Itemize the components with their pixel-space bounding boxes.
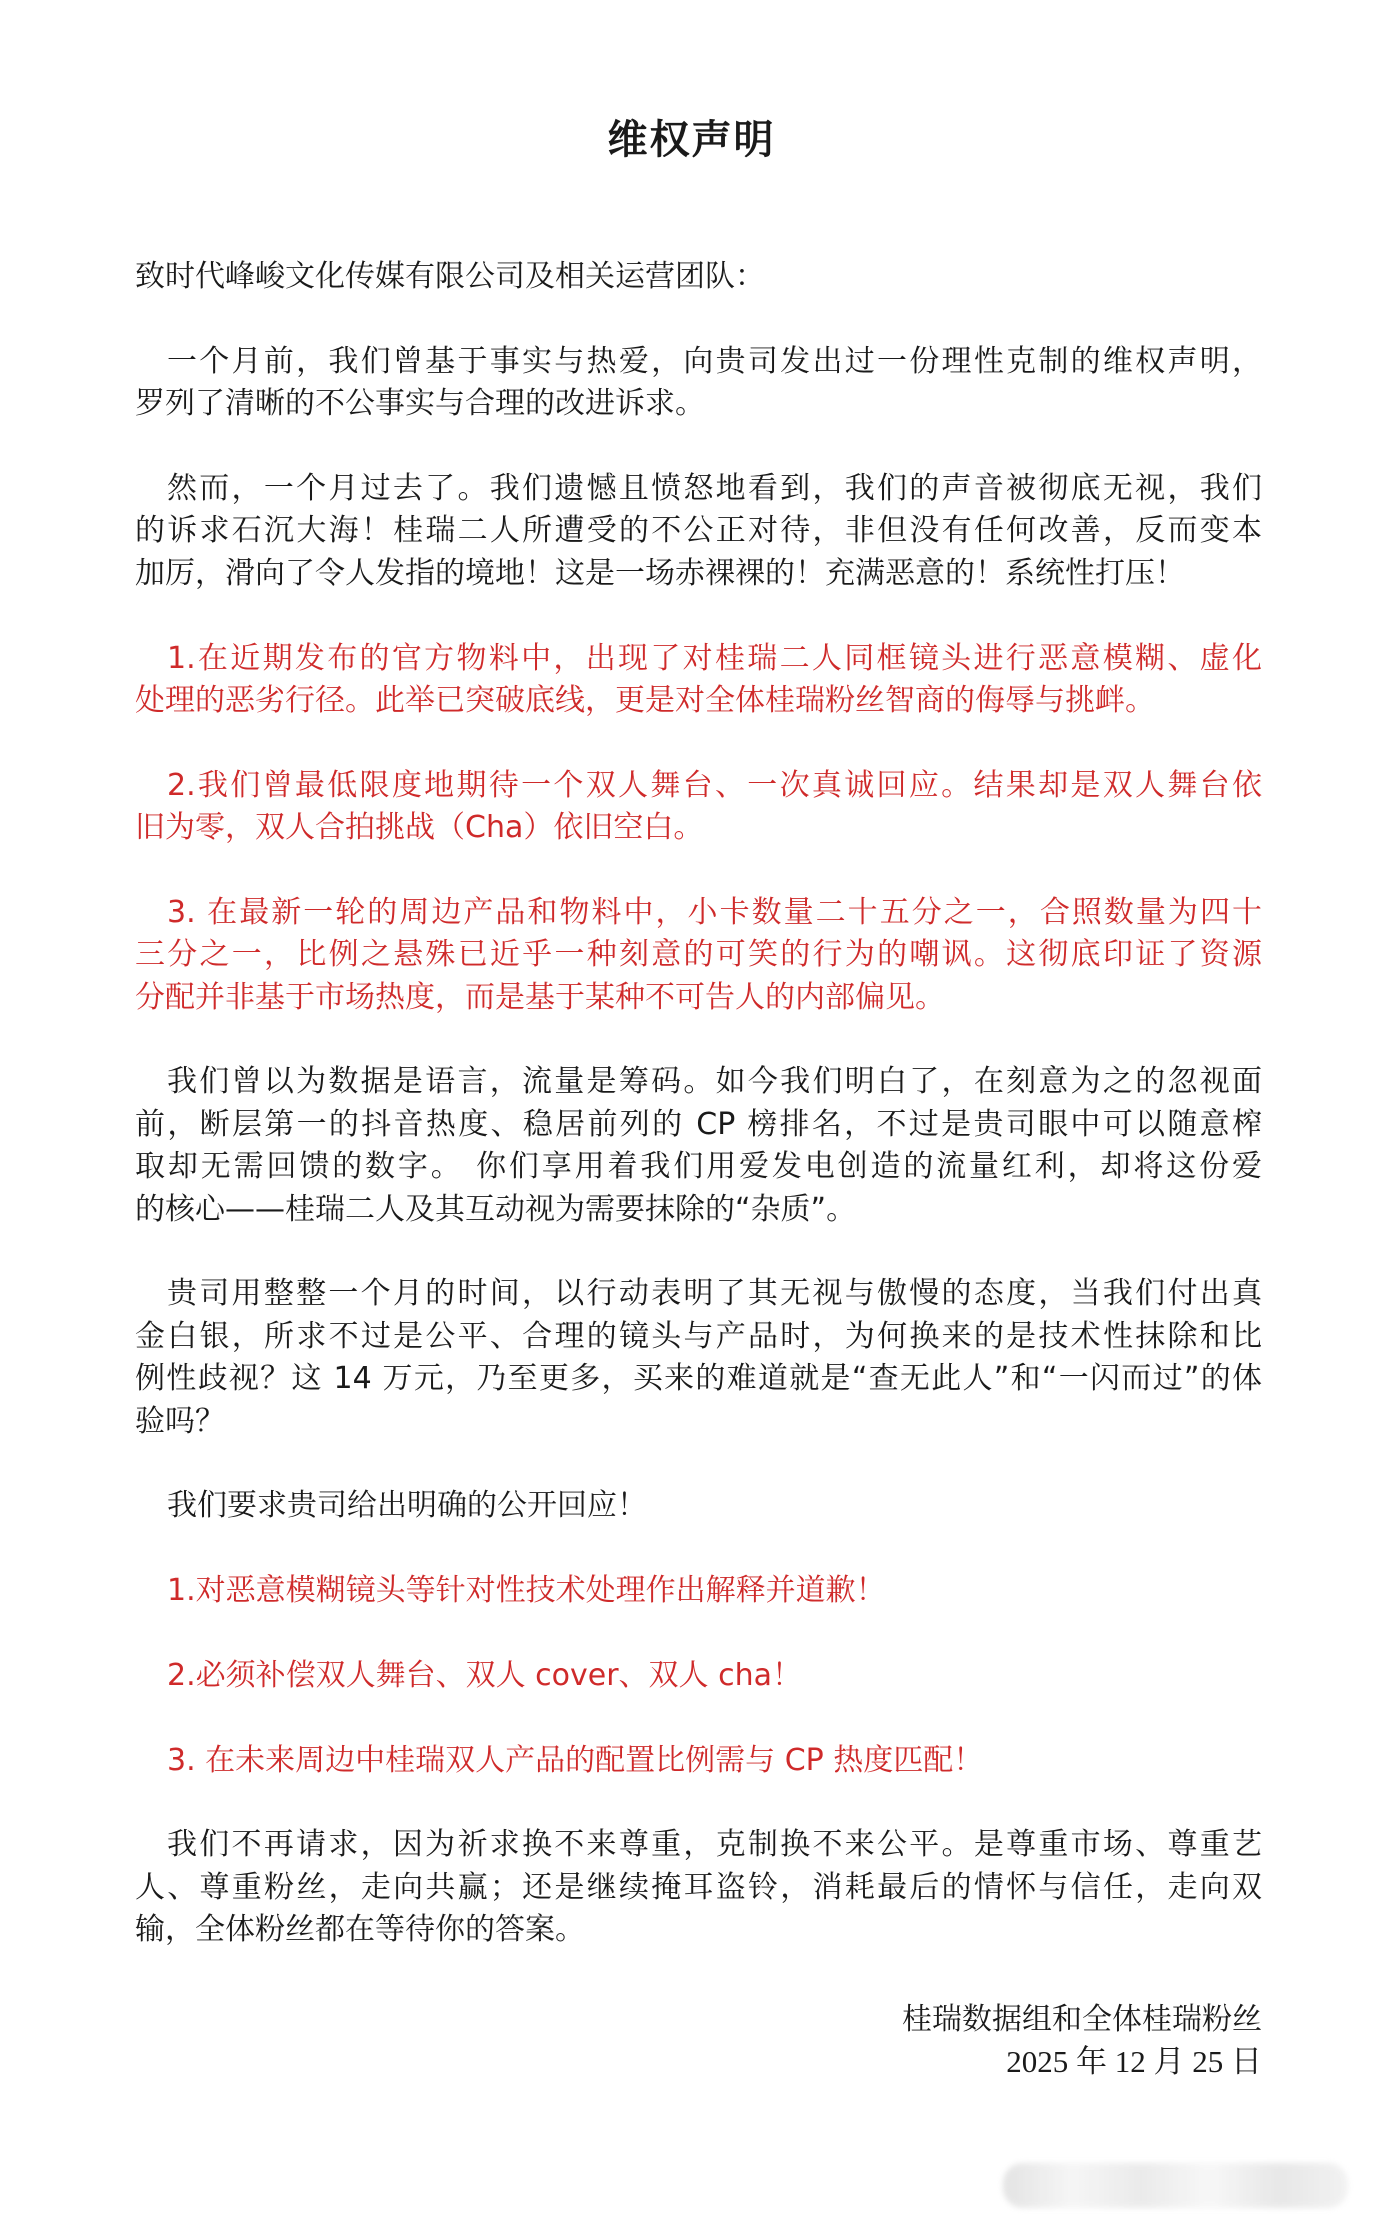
text-line: 加厉，滑向了令人发指的境地！这是一场赤裸裸的！充满恶意的！系统性打压！ — [135, 555, 1185, 591]
demand-item — [135, 765, 1262, 850]
text-line: 的核心——桂瑞二人及其互动视为需要抹除的“杂质”。 — [135, 1191, 857, 1227]
text-line: 输，全体粉丝都在等待你的答案。 — [135, 1912, 585, 1948]
text-line: 1.在近期发布的官方物料中，出现了对桂瑞二人同框镜头进行恶意模糊、虚化 — [167, 640, 1262, 676]
text-line: 3. 在最新一轮的周边产品和物料中，小卡数量二十五分之一，合照数量为四十 — [167, 894, 1262, 930]
text-line: 1.对恶意模糊镜头等针对性技术处理作出解释并道歉！ — [167, 1573, 886, 1609]
paragraph — [135, 1273, 1262, 1443]
text-line: 取却无需回馈的数字。 你们享用着我们用爱发电创造的流量红利，却将这份爱 — [135, 1149, 1262, 1185]
demand-item — [135, 892, 1262, 1019]
text-line: 分配并非基于市场热度，而是基于某种不可告人的内部偏见。 — [135, 979, 945, 1015]
document-body — [135, 256, 1262, 1994]
blurred-watermark — [1003, 2163, 1348, 2208]
paragraph — [135, 1485, 1262, 1527]
demand-item — [135, 638, 1262, 723]
document-title: 维权声明 — [607, 117, 776, 163]
text-line: 2.必须补偿双人舞台、双人 cover、双人 cha！ — [167, 1657, 802, 1693]
paragraph — [135, 1824, 1262, 1951]
text-line: 3. 在未来周边中桂瑞双人产品的配置比例需与 CP 热度匹配！ — [167, 1742, 984, 1778]
signature-block — [902, 1999, 1262, 2084]
text-line: 验吗？ — [135, 1403, 225, 1439]
text-line: 罗列了清晰的不公事实与合理的改进诉求。 — [135, 386, 705, 422]
text-line: 旧为零，双人合拍挑战（Cha）依旧空白。 — [135, 810, 704, 846]
paragraph — [135, 468, 1262, 595]
paragraph — [135, 341, 1262, 426]
text-line: 人、尊重粉丝，走向共赢；还是继续掩耳盗铃，消耗最后的情怀与信任，走向双 — [135, 1869, 1262, 1905]
signature-author: 桂瑞数据组和全体桂瑞粉丝 — [902, 2002, 1262, 2037]
text-line: 然而，一个月过去了。我们遗憾且愤怒地看到，我们的声音被彻底无视，我们 — [167, 470, 1262, 506]
text-line: 我们曾以为数据是语言，流量是筹码。如今我们明白了，在刻意为之的忽视面 — [167, 1064, 1262, 1100]
text-line: 一个月前，我们曾基于事实与热爱，向贵司发出过一份理性克制的维权声明， — [167, 343, 1262, 379]
paragraph — [135, 1061, 1262, 1231]
text-line: 处理的恶劣行径。此举已突破底线，更是对全体桂瑞粉丝智商的侮辱与挑衅。 — [135, 682, 1155, 718]
text-line: 前，断层第一的抖音热度、稳居前列的 CP 榜排名，不过是贵司眼中可以随意榨 — [135, 1106, 1262, 1142]
text-line: 2.我们曾最低限度地期待一个双人舞台、一次真诚回应。结果却是双人舞台依 — [167, 767, 1262, 803]
text-line: 的诉求石沉大海！桂瑞二人所遭受的不公正对待，非但没有任何改善，反而变本 — [135, 513, 1262, 549]
text-line: 致时代峰峻文化传媒有限公司及相关运营团队： — [135, 259, 765, 294]
signature-date: 2025 年 12 月 25 日 — [1006, 2044, 1262, 2080]
text-line: 三分之一，比例之悬殊已近乎一种刻意的可笑的行为的嘲讽。这彻底印证了资源 — [135, 937, 1262, 973]
paragraph — [135, 256, 1262, 298]
demand-item — [135, 1655, 1262, 1697]
text-line: 贵司用整整一个月的时间，以行动表明了其无视与傲慢的态度，当我们付出真 — [167, 1276, 1262, 1312]
demand-item — [135, 1740, 1262, 1782]
text-line: 例性歧视？这 14 万元，乃至更多，买来的难道就是“查无此人”和“一闪而过”的体 — [135, 1361, 1262, 1397]
text-line: 我们不再请求，因为祈求换不来尊重，克制换不来公平。是尊重市场、尊重艺 — [167, 1827, 1262, 1863]
text-line: 我们要求贵司给出明确的公开回应！ — [167, 1488, 647, 1524]
demand-item — [135, 1570, 1262, 1612]
text-line: 金白银，所求不过是公平、合理的镜头与产品时，为何换来的是技术性抹除和比 — [135, 1318, 1262, 1354]
